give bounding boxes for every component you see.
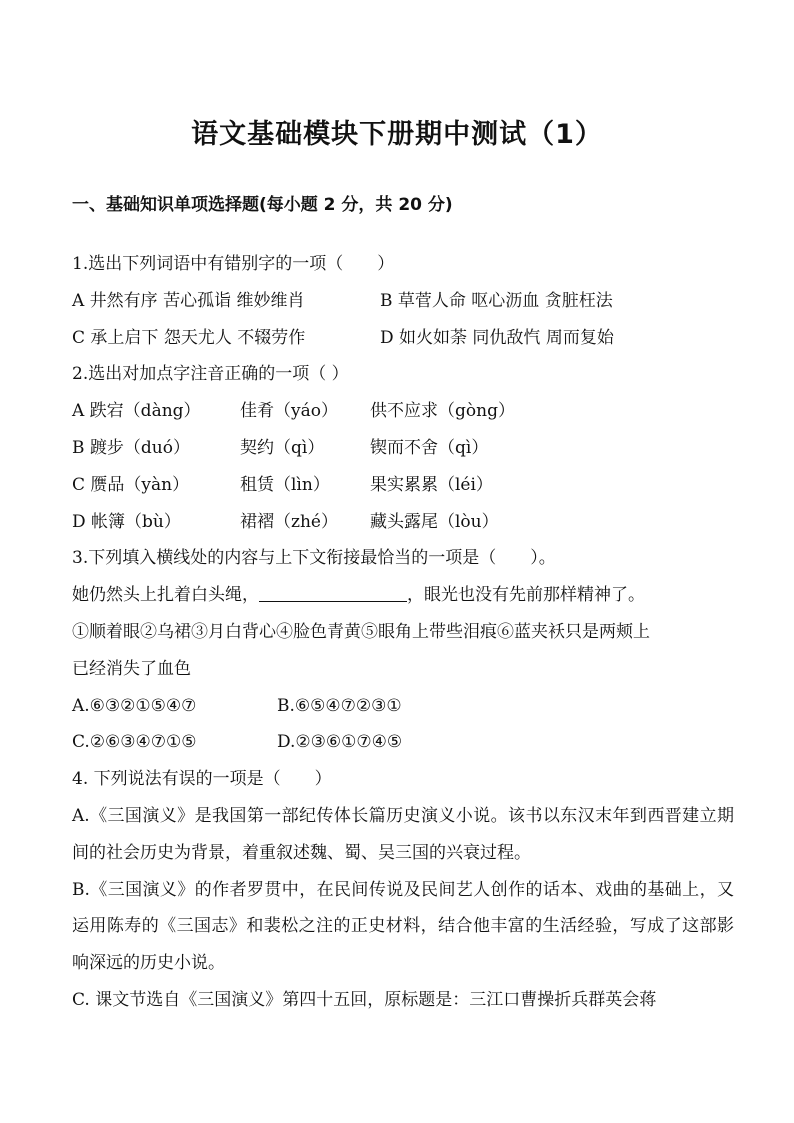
question-4-stem: 4. 下列说法有误的一项是（ ） — [72, 769, 332, 790]
question-1-option-a: A 井然有序 苦心孤诣 维妙维肖 — [72, 290, 305, 311]
question-1-option-b: B 草菅人命 呕心沥血 贪脏枉法 — [380, 290, 613, 311]
question-body — [72, 246, 734, 1019]
option-term: 藏头露尾（lòu） — [370, 511, 499, 532]
question-3-items-line-2: 已经消失了血色 — [72, 658, 191, 679]
option-term: C 赝品（yàn） — [72, 474, 190, 495]
question-2-option-a — [72, 393, 734, 430]
question-3-option-b: B.⑥⑤④⑦②③① — [277, 695, 402, 716]
option-term: 锲而不舍（qì） — [370, 437, 489, 458]
question-3-items-line-1: ①顺着眼②乌裙③月白背心④脸色青黄⑤眼角上带些泪痕⑥蓝夹袄只是两颊上 — [72, 621, 650, 642]
option-term: A 跌宕（dàng） — [72, 401, 201, 422]
question-3-options-row-1 — [72, 688, 734, 725]
question-3-option-c: C.②⑥③④⑦①⑤ — [72, 732, 197, 753]
option-term: 果实累累（léi） — [370, 474, 493, 495]
option-term: 租赁（lìn） — [240, 474, 330, 495]
question-3-options-row-2 — [72, 724, 734, 761]
sentence-before: 她仍然头上扎着白头绳， — [72, 585, 259, 606]
question-2-option-d — [72, 504, 734, 541]
question-1-stem: 1.选出下列词语中有错别字的一项（ ） — [72, 254, 395, 274]
question-1-options-row-1 — [72, 283, 734, 320]
question-4-option-c: C. 课文节选自《三国演义》第四十五回，原标题是：三江口曹操折兵群英会蒋 — [72, 989, 657, 1010]
question-3-option-d: D.②③⑥①⑦④⑤ — [277, 732, 403, 753]
option-term: 佳肴（yáo） — [240, 401, 338, 422]
option-term: 契约（qì） — [240, 437, 325, 458]
question-2-option-c — [72, 467, 734, 504]
question-1-option-c: C 承上启下 怨天尤人 不辍劳作 — [72, 327, 306, 348]
option-term: 裙褶（zhé） — [240, 511, 338, 532]
question-1-options-row-2 — [72, 320, 734, 357]
question-1-option-d: D 如火如荼 同仇敌忾 周而复始 — [380, 327, 614, 348]
question-3-option-a: A.⑥③②①⑤④⑦ — [72, 695, 197, 716]
question-4-option-a: A.《三国演义》是我国第一部纪传体长篇历史演义小说。该书以东汉末年到西晋建立期间的社会历史为背景，着重叙述魏、蜀、吴三国的兴衰过程。 — [72, 805, 734, 863]
option-term: D 帐簿（bù） — [72, 511, 181, 532]
sentence-after: ，眼光也没有先前那样精神了。 — [407, 585, 645, 606]
section-heading: 一、基础知识单项选择题(每小题 2 分，共 20 分) — [72, 195, 453, 215]
question-4-option-b: B.《三国演义》的作者罗贯中，在民间传说及民间艺人创作的话本、戏曲的基础上，又运用陈寿的《三国志》和裴松之注的正史材料，结合他丰富的生活经验，写成了这部影响深远的历史小说。 — [72, 879, 734, 974]
question-3-sentence — [72, 577, 734, 614]
question-2-stem: 2.选出对加点字注音正确的一项（ ） — [72, 364, 349, 385]
answer-blank — [259, 583, 407, 602]
question-3-stem: 3.下列填入横线处的内容与上下文衔接最恰当的一项是（ ）。 — [72, 548, 556, 569]
option-term: B 踱步（duó） — [72, 437, 190, 458]
question-2-option-b — [72, 430, 734, 467]
option-term: 供不应求（gòng） — [370, 401, 515, 422]
page-title: 语文基础模块下册期中测试（1） — [191, 119, 603, 150]
